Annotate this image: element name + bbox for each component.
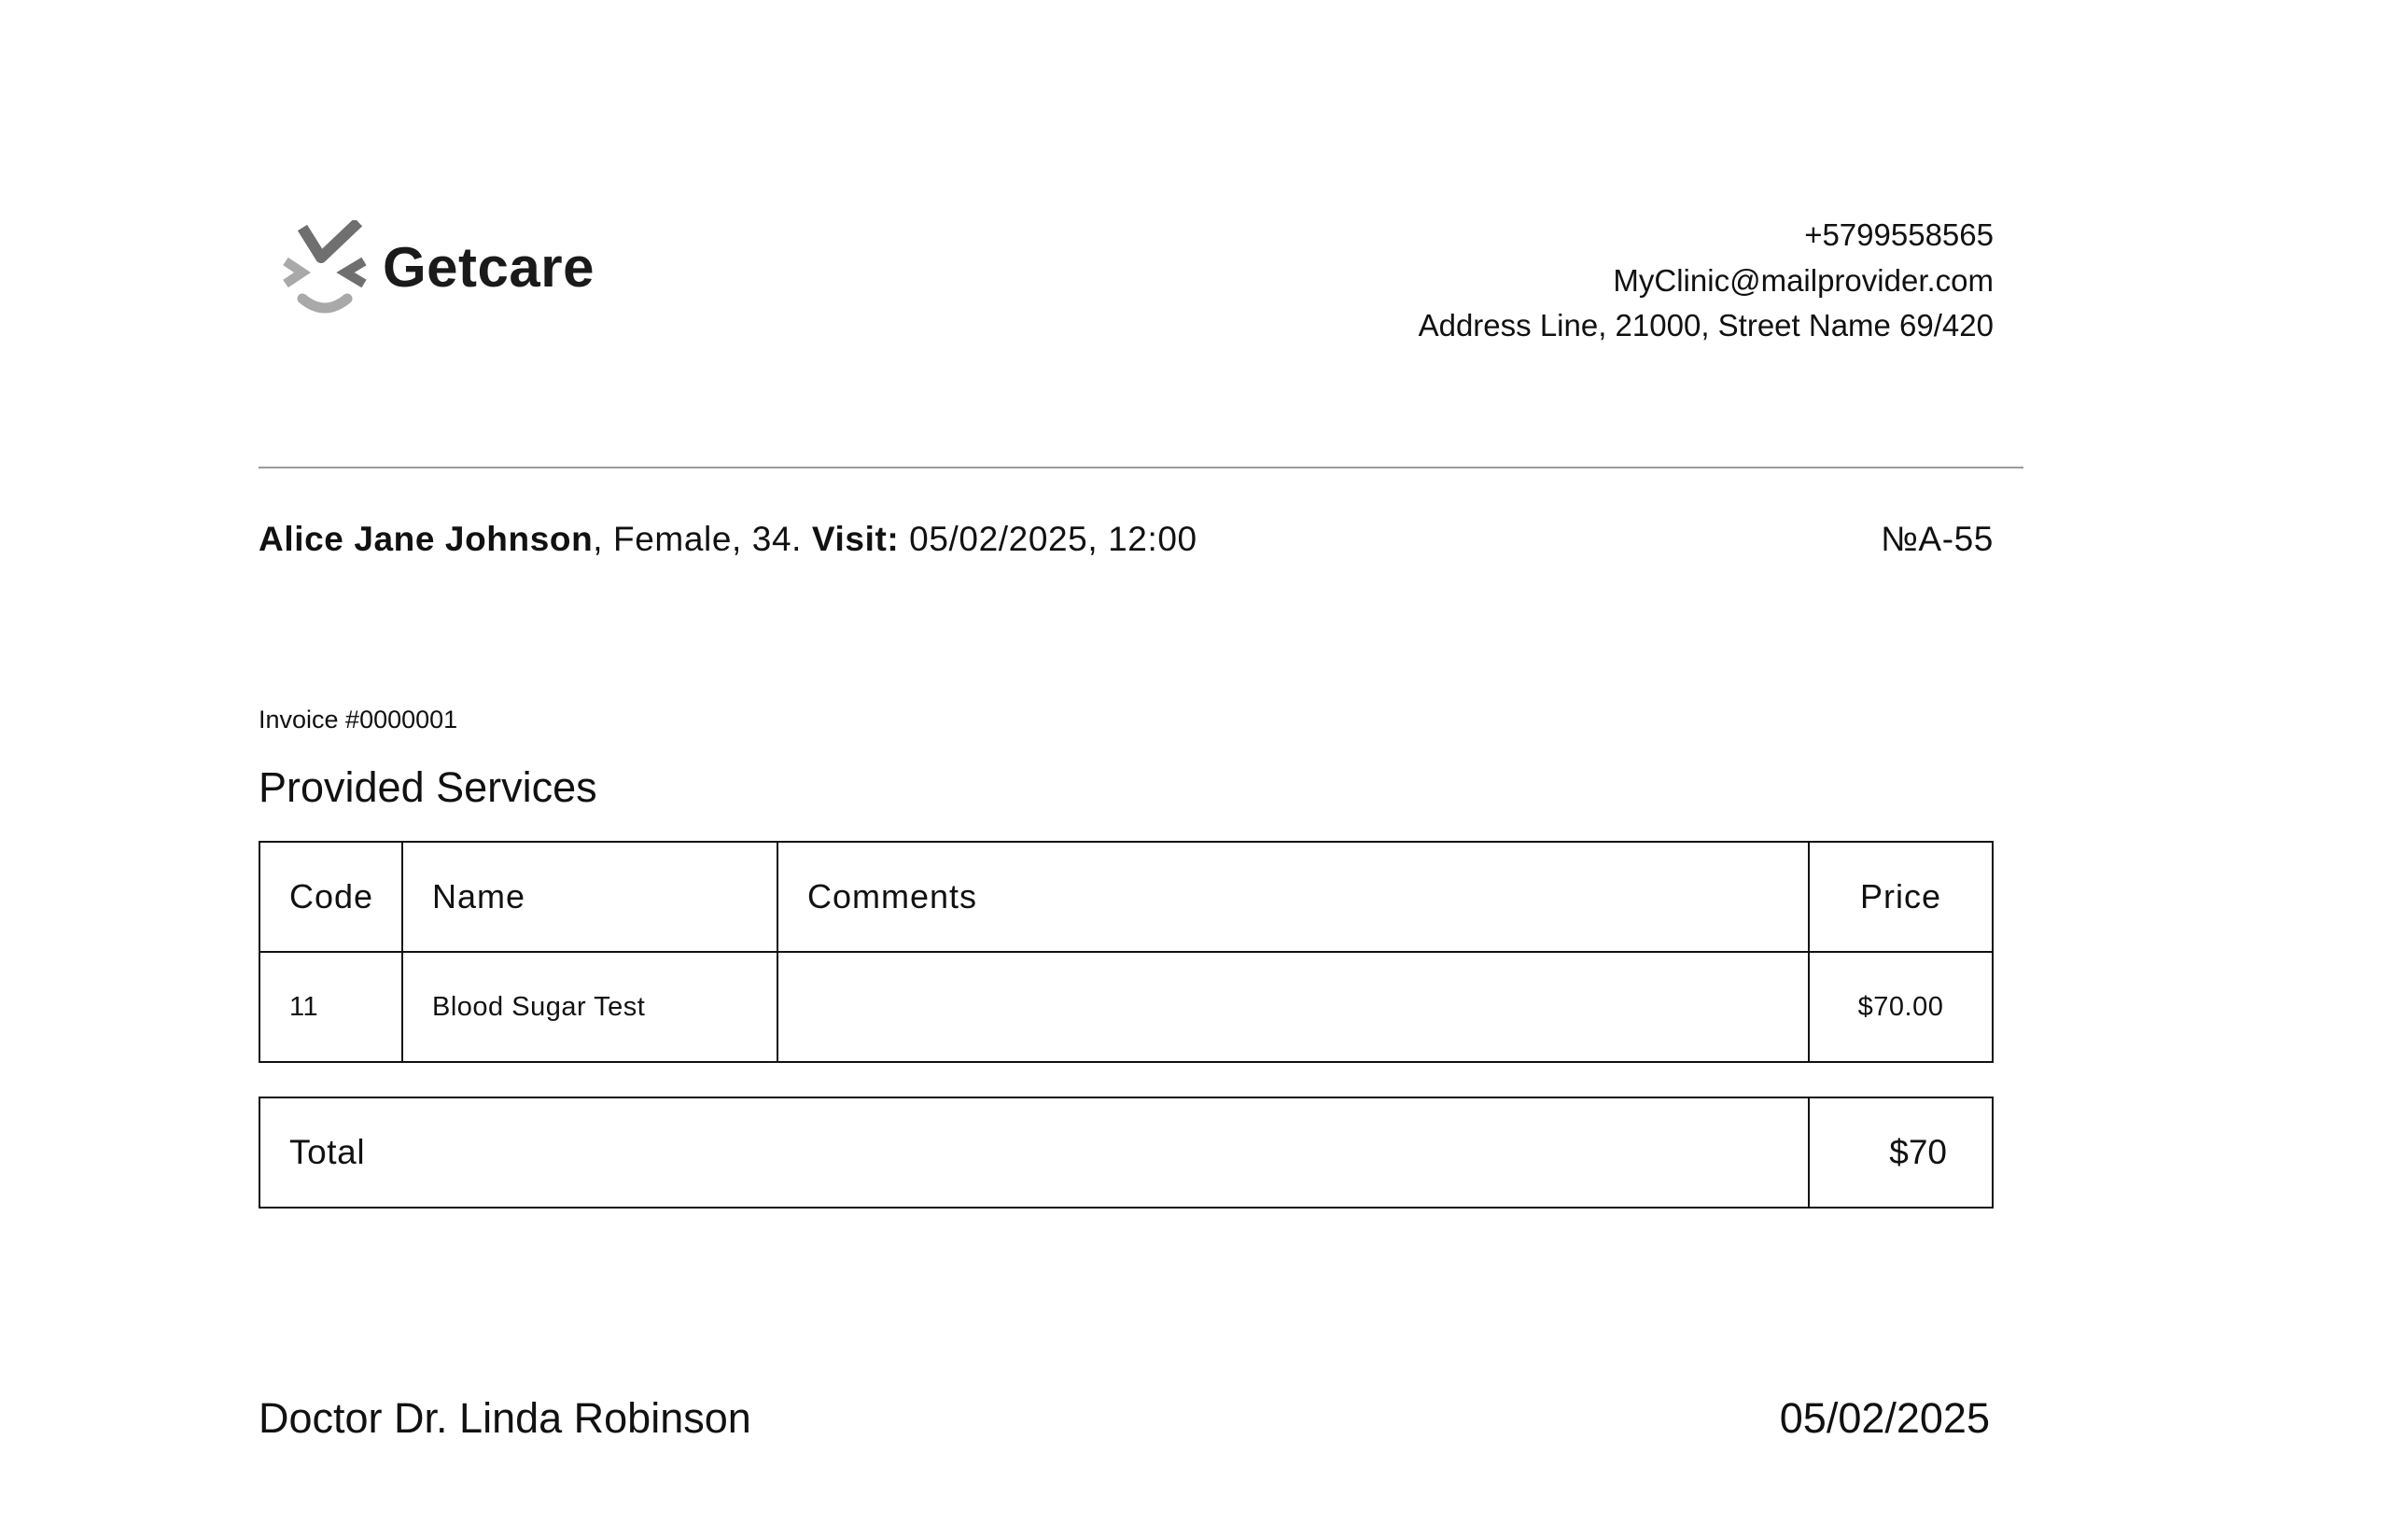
table-row [259,952,1993,1062]
record-number: №A-55 [1881,520,1994,558]
cell-comments [777,952,1809,1062]
patient-name: Alice Jane Johnson [259,520,594,558]
clinic-contact [1419,213,1994,349]
header-name: Name [402,842,777,952]
cell-code: 11 [259,952,402,1062]
invoice-date: 05/02/2025 [1779,1394,1990,1442]
clinic-phone: +5799558565 [1804,217,1994,252]
table-header-row [259,842,1993,952]
visit-datetime: 05/02/2025, 12:00 [899,520,1197,558]
cell-price: $70.00 [1809,952,1993,1062]
totals-table [259,1097,1994,1209]
patient-details: , Female, 34. [593,520,812,558]
header-code: Code [259,842,402,952]
clinic-email: MyClinic@mailprovider.com [1613,262,1994,298]
cell-name: Blood Sugar Test [402,952,777,1062]
clinic-address: Address Line, 21000, Street Name 69/420 [1418,308,1994,342]
getcare-logo-icon [280,220,370,314]
invoice-number: Invoice #0000001 [259,706,458,734]
header-price: Price [1809,842,1993,952]
patient-info [259,520,1197,559]
services-table [259,841,1994,1063]
brand-name: Getcare [383,235,595,299]
totals-row [259,1097,1993,1208]
visit-label: Visit: [811,520,900,558]
brand-logo [280,220,595,314]
doctor-name: Doctor Dr. Linda Robinson [259,1394,751,1442]
header-divider [259,467,2023,468]
header-comments: Comments [777,842,1809,952]
total-value: $70 [1809,1097,1993,1208]
total-label: Total [259,1097,1809,1208]
section-title: Provided Services [259,763,597,811]
